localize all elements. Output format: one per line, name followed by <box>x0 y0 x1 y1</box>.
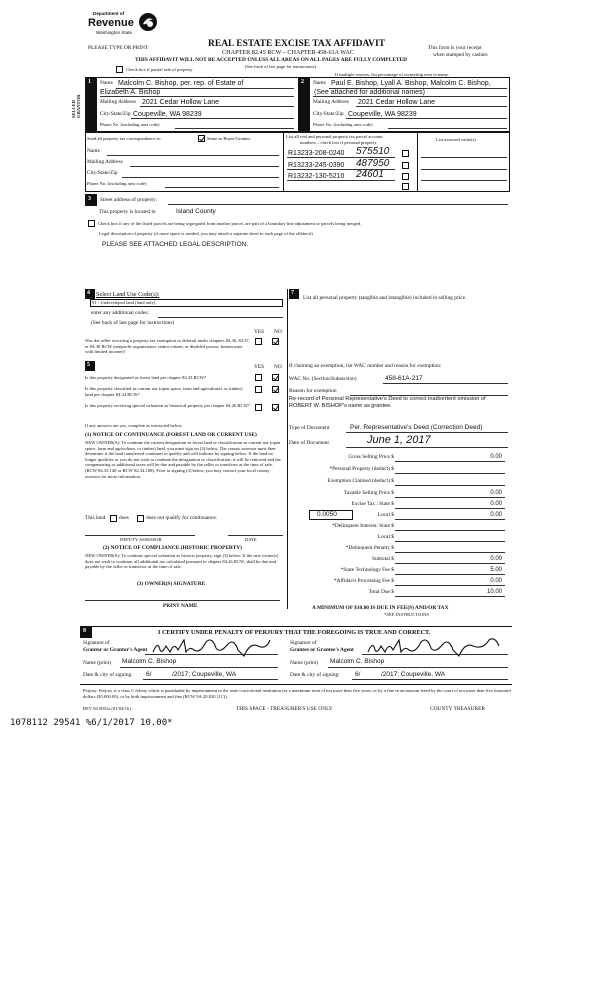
buyer-mailing-label: Mailing Address <box>313 99 349 105</box>
reason-label: Reason for exemption <box>289 388 337 394</box>
grantee-date-month[interactable]: 6/ <box>355 671 361 678</box>
wac-value[interactable]: 458-61A-217 <box>385 375 423 382</box>
compliance-title: (2) NOTICE OF COMPLIANCE (HISTORIC PROPERTY) <box>103 545 242 551</box>
tax-label-gross: Gross Selling Price $ <box>348 454 394 460</box>
tax-label-local: Local $ <box>377 512 394 518</box>
seller-name-2[interactable]: Elizabeth A. Bishop <box>100 89 161 96</box>
grantor-name-value[interactable]: Malcolm C. Bishop <box>122 658 177 665</box>
tax-label-technology: *State Technology Fee $ <box>340 567 394 573</box>
wac-label: WAC No. (Section/Subsection) <box>289 376 357 382</box>
seller-city-label: City/State/Zip <box>100 111 131 117</box>
tax-label-processing: *Affidavit Processing Fee $ <box>333 578 394 584</box>
logo-line3: Washington State <box>96 30 133 35</box>
section-3-number: 3 <box>88 196 91 202</box>
this-land-label: This land <box>85 515 106 521</box>
buyer-name-label: Name <box>313 80 326 86</box>
deputy-assessor-label: DEPUTY ASSESSOR <box>120 537 162 542</box>
does-qualify-checkbox[interactable] <box>110 515 117 522</box>
print-name-label: PRINT NAME <box>163 603 198 609</box>
if-yes-instruction: If any answers are yes, complete as instructed below. <box>85 423 183 428</box>
logo-line1: Department of <box>93 11 125 16</box>
corr-phone-label: Phone No. (including area code) <box>87 181 147 186</box>
partial-sale-checkbox[interactable] <box>116 66 123 73</box>
section-8-number: 8 <box>83 628 86 634</box>
form-warning: THIS AFFIDAVIT WILL NOT BE ACCEPTED UNLESS ALL AREAS ON ALL PAGES ARE FULLY COMPLETED <box>135 57 408 63</box>
grantee-name-value[interactable]: Malcolm C. Bishop <box>330 658 385 665</box>
section-1-number: 1 <box>88 79 91 85</box>
q2-yes-checkbox[interactable] <box>255 374 262 381</box>
current-use-question: Is this property classified as current use (open space, farm and agricultural, or timber) land per chapter 84.34 RCW? <box>85 386 243 397</box>
section-1-marker <box>85 77 97 132</box>
treasurer-space-label: THIS SPACE - TREASURER'S USE ONLY <box>236 706 333 712</box>
seller-mailing-label: Mailing Address <box>100 99 136 105</box>
no-header-1: NO <box>274 329 282 335</box>
check-icon <box>273 375 279 381</box>
tax-label-subtotal: Subtotal $ <box>371 556 394 562</box>
grantor-sig-label-2: Grantor or Grantor's Agent <box>83 647 148 653</box>
does-not-label: does not qualify for continuance. <box>146 515 218 521</box>
q4-no-checkbox[interactable] <box>272 404 279 411</box>
revenue-logo <box>86 10 161 42</box>
segregated-checkbox[interactable] <box>88 220 95 227</box>
perjury-notice: Perjury: Perjury is a class C felony which is punishable by imprisonment in the state correctional institution for a maximum term of not more than five years, or by a fine in an amount fixed by the court of not more than five thousand dollars ($5,000.00), or by both imprisonment and fine (RCW 9A.20.020 (1C)). <box>83 688 511 699</box>
tax-value-local[interactable]: 0.00 <box>490 512 502 518</box>
form-title: REAL ESTATE EXCISE TAX AFFIDAVIT <box>208 39 386 49</box>
exemption-question: Was the seller receiving a property tax exemption or deferral under chapters 84.36, 84.37, or 84.38 RCW (nonprofit organization, senior citizen, or disabled person, homeowner with limited income)? <box>85 338 250 354</box>
q3-no-checkbox[interactable] <box>272 386 279 393</box>
no-header-2: NO <box>274 364 282 370</box>
q1-no-checkbox[interactable] <box>272 338 279 345</box>
tax-label-taxable: Taxable Selling Price $ <box>343 490 394 496</box>
minimum-due-2: *SEE INSTRUCTIONS <box>384 612 429 617</box>
corr-mailing-label: Mailing Address <box>87 159 123 165</box>
grantee-year-city[interactable]: /2017; Coupeville, WA <box>381 671 446 678</box>
logo-emblem-icon <box>138 12 158 32</box>
parcel-value-2[interactable]: 487950 <box>356 158 390 169</box>
parcels-header-2: numbers – check box if personal property <box>300 140 377 145</box>
grantee-sig-label-2: Grantee or Grantee's Agent <box>290 647 354 653</box>
q3-yes-checkbox[interactable] <box>255 386 262 393</box>
check-icon <box>273 339 279 345</box>
check-icon <box>273 405 279 411</box>
street-address-label: Street address of property: <box>100 197 158 203</box>
tax-value-gross[interactable]: 0.00 <box>490 454 502 460</box>
grantor-date-label: Date & city of signing: <box>83 672 133 678</box>
seller-name-1[interactable]: Malcolm C. Bishop, per. rep. of Estate of <box>118 80 244 87</box>
receipt-line1: This form is your receipt <box>428 45 482 51</box>
treasurer-stamp: 1078112 29541 %6/1/2017 10.00* <box>10 718 173 728</box>
parcel-personal-checkbox-2[interactable] <box>402 162 409 169</box>
tax-label-exemption: Exemption Claimed (deduct) $ <box>327 478 394 484</box>
parcel-number-2[interactable]: R13233-245-0390 <box>288 162 345 169</box>
land-use-label: Select Land Use Code(s): <box>96 291 160 298</box>
historic-question: Is this property receiving special valuation as historical property per chapter 84.26 RCW? <box>85 403 250 408</box>
seller-phone-label: Phone No. (including area code) <box>100 122 160 127</box>
grantee-name-label: Name (print) <box>290 660 318 666</box>
multiple-owners-note: If multiple owners, list percentage of ownership next to name. <box>335 72 450 77</box>
receipt-line2: when stamped by cashier. <box>433 52 489 58</box>
form-chapter: CHAPTER 82.45 RCW – CHAPTER 458-61A WAC <box>222 49 354 56</box>
corr-name-label: Name <box>87 148 100 154</box>
section-4-number: 4 <box>87 290 90 296</box>
owner-signature-label: (3) OWNER(S) SIGNATURE <box>137 581 206 587</box>
additional-codes-label: enter any additional codes: <box>91 310 149 316</box>
yes-header-1: YES <box>254 329 265 335</box>
seller-name-label: Name <box>100 80 113 86</box>
parcels-header-1: List all real and personal property tax parcel account <box>286 134 383 139</box>
parcel-personal-checkbox-3[interactable] <box>402 173 409 180</box>
buyer-mailing[interactable]: 2021 Cedar Hollow Lane <box>358 99 436 106</box>
certify-statement: I CERTIFY UNDER PENALTY OF PERJURY THAT THE FOREGOING IS TRUE AND CORRECT. <box>158 629 431 636</box>
parcel-value-3[interactable]: 24601 <box>356 169 384 180</box>
local-rate-value: 0.0050 <box>317 511 337 518</box>
tax-value-total[interactable]: 10.00 <box>486 589 502 595</box>
yes-header-2: YES <box>254 364 265 370</box>
grantee-date-label: Date & city of signing: <box>290 672 340 678</box>
parcel-value-1[interactable]: 575510 <box>356 146 390 157</box>
county-value[interactable]: Island County <box>176 208 216 215</box>
section-5-number: 5 <box>87 362 90 368</box>
tax-value-technology[interactable]: 5.00 <box>490 567 502 573</box>
tax-label-total: Total Due $ <box>368 589 394 595</box>
parcel-number-1[interactable]: R13233-208-0240 <box>288 150 345 157</box>
grantor-year-city[interactable]: /2017; Coupeville, WA <box>172 671 237 678</box>
seller-mailing[interactable]: 2021 Cedar Hollow Lane <box>142 99 220 106</box>
forest-land-question: Is this property designated as forest land per chapter 84.33 RCW? <box>85 375 207 380</box>
buyer-name-1[interactable]: Paul E. Bishop, Lyall A. Bishop, Malcolm C. Bishop, <box>331 80 491 87</box>
type-or-print: PLEASE TYPE OR PRINT <box>88 45 149 51</box>
doc-date-value[interactable]: June 1, 2017 <box>367 434 431 446</box>
county-treasurer-label: COUNTY TREASURER <box>430 706 485 712</box>
doc-date-label: Date of Document <box>289 440 329 446</box>
minimum-due-1: A MINIMUM OF $10.00 IS DUE IN FEE(S) AND/OR TAX <box>312 605 449 611</box>
section-2-marker <box>298 77 310 132</box>
q2-no-checkbox[interactable] <box>272 374 279 381</box>
tax-value-state[interactable]: 0.00 <box>490 501 502 507</box>
located-in-label: This property is located in <box>99 209 156 215</box>
grantor-date-month[interactable]: 6/ <box>146 671 152 678</box>
assessed-value-header: List assessed value(s) <box>436 137 476 142</box>
buyer-city[interactable]: Coupeville, WA 98239 <box>348 111 417 118</box>
segregated-label: Check box if any of the listed parcels are being segregated from another parcel, are part of a boundary line adjustment or parcels being merged. <box>98 221 362 226</box>
legal-description-label: Legal description of property (if more space is needed, you may attach a separate sheet to each page of the affidavit) <box>99 231 313 236</box>
section-8-marker <box>80 626 92 638</box>
continuance-title: (1) NOTICE OF CONTINUANCE (FOREST LAND OR CURRENT USE) <box>85 432 257 438</box>
parcel-personal-checkbox-1[interactable] <box>402 150 409 157</box>
does-not-qualify-checkbox[interactable] <box>137 515 144 522</box>
land-use-code: 91 - Undeveloped land (land only) <box>92 300 156 305</box>
grantee-sig-label-1: Signature of <box>290 640 317 646</box>
legal-description-value[interactable]: PLEASE SEE ATTACHED LEGAL DESCRIPTION. <box>102 241 249 248</box>
same-as-buyer-checkbox[interactable] <box>198 135 205 142</box>
tax-label-state: Excise Tax : State $ <box>351 501 394 507</box>
corr-city-label: City/State/Zip <box>87 170 118 176</box>
tax-label-delinquent-local: Local $ <box>377 534 394 540</box>
personal-property-text: List all personal property (tangible and intangible) included in selling price. <box>303 295 467 301</box>
buyer-city-label: City/State/Zip <box>313 111 344 117</box>
tax-value-taxable[interactable]: 0.00 <box>490 490 502 496</box>
same-as-buyer-label: Same as Buyer/Grantee <box>207 136 251 141</box>
logo-line2: Revenue <box>88 17 134 29</box>
date-label: DATE <box>245 537 257 542</box>
q4-yes-checkbox[interactable] <box>255 404 262 411</box>
check-icon <box>273 387 279 393</box>
land-use-see-back: (See back of last page for instructions) <box>91 320 175 326</box>
section-7-number: 7 <box>291 290 294 296</box>
doc-type-label: Type of Document <box>289 425 330 431</box>
form-revision: REV 84 0001a (01/04/16) <box>83 706 131 711</box>
q1-yes-checkbox[interactable] <box>255 338 262 345</box>
tax-label-delinquent-state: *Delinquent Interest: State $ <box>332 523 394 529</box>
seller-side-label: SELLER GRANTOR <box>71 94 81 118</box>
does-label: does <box>119 515 129 521</box>
tax-label-personal: *Personal Property (deduct) $ <box>329 466 394 472</box>
tax-value-subtotal[interactable]: 0.00 <box>490 556 502 562</box>
buyer-name-2[interactable]: (See attached for additional names) <box>314 89 425 96</box>
send-correspondence-label: Send all property tax correspondence to: <box>87 136 162 141</box>
doc-type-value[interactable]: Per. Representative's Deed (Correction Deed) <box>350 424 483 431</box>
exemption-claim-label: If claiming an exemption, list WAC number and reason for exemption: <box>289 363 442 369</box>
grantee-signature[interactable] <box>365 634 505 660</box>
partial-sale-label: Check box if partial sale of property <box>126 67 193 72</box>
parcel-number-3[interactable]: R13232-130-5210 <box>288 173 345 180</box>
tax-value-processing[interactable]: 0.00 <box>490 578 502 584</box>
check-icon <box>199 136 205 142</box>
section-2-number: 2 <box>301 79 304 85</box>
section-3-marker <box>85 194 97 206</box>
see-back-top: (See back of last page for instructions) <box>245 64 316 69</box>
continuance-text: NEW OWNER(S): To continue the current designation as forest land or classification as current use (open space, farm and agriculture, or timber) land, you must sign on (3) below. The county assessor must then determine if the land transferred continues to qualify and will indicate by signing below. If the land no longer qualifies or you do not wish to continue the designation or classification, it will be removed and the compensating or additional taxes will be due and payable by the seller or transferor at the time of sale. (RCW 84.33.140 or RCW 84.34.108). Prior to signing (3) below, you may contact your local county assessor for more information. <box>85 440 281 479</box>
grantor-sig-label-1: Signature of <box>83 640 110 646</box>
grantor-name-label: Name (print) <box>83 660 111 666</box>
grantor-signature[interactable] <box>150 634 275 660</box>
tax-label-penalty: *Delinquent Penalty $ <box>345 545 394 551</box>
parcel-personal-checkbox-4[interactable] <box>402 183 409 190</box>
compliance-text: NEW OWNER(S): To continue special valuation as historic property, sign (3) below. If the new owner(s) does not wish to continue, all additional tax calculated pursuant to chapter 84.26 RCW, shall be due and payable by the seller or transferor at the time of sale. <box>85 553 279 570</box>
buyer-phone-label: Phone No. (including area code) <box>313 122 373 127</box>
seller-city[interactable]: Coupeville, WA 98239 <box>133 111 202 118</box>
reason-value[interactable]: Re-record of Personal Representative's Deed to correct inadvertent omission of ROBERT W. BISHOP's name as grantee. <box>289 396 486 409</box>
